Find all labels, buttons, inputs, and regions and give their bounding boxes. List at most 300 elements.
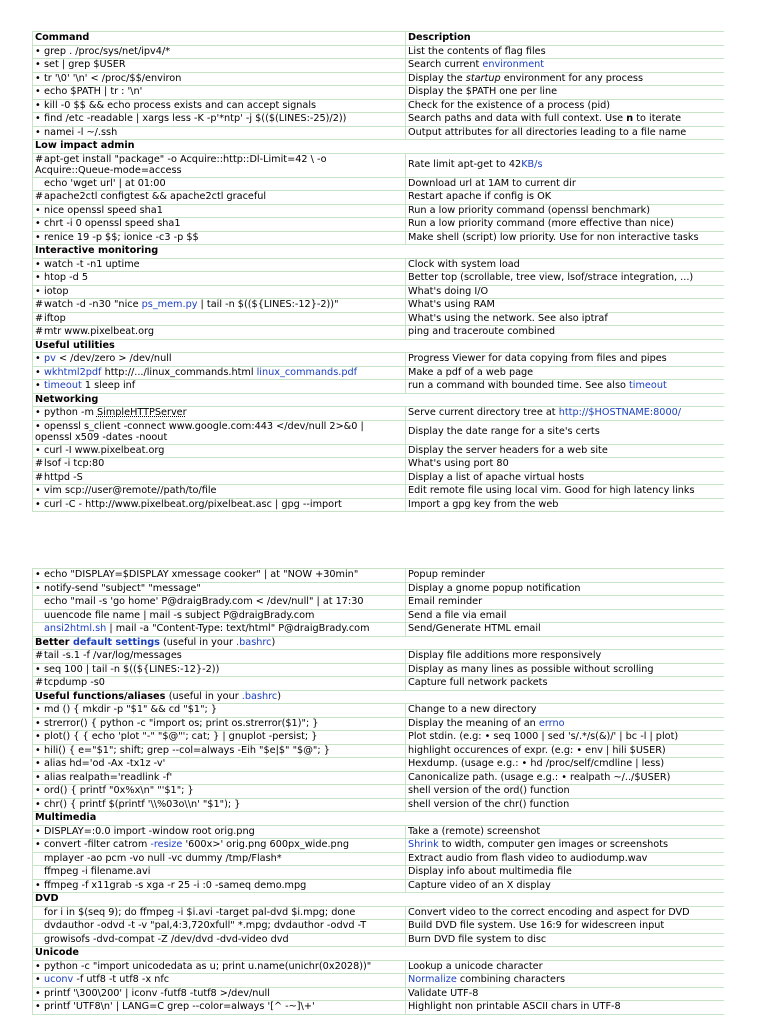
text-segment: Run a low priority command (more effective than nice) xyxy=(408,218,674,229)
text-segment: mtr www.pixelbeat.org xyxy=(44,326,154,337)
text-segment: find /etc -readable | xargs less -K -p'*ntp' -j $(($(LINES:-25)/2)) xyxy=(44,113,347,124)
command-row xyxy=(33,1001,725,1015)
command-cell xyxy=(33,582,406,596)
command-cell xyxy=(33,879,406,893)
text-segment: n xyxy=(626,113,634,124)
command-cell xyxy=(33,126,406,140)
bullet-marker: • xyxy=(35,785,41,796)
text-segment: Make a pdf of a web page xyxy=(408,366,534,378)
section-header-row xyxy=(33,245,725,259)
link-text[interactable]: default settings xyxy=(72,636,160,648)
command-row xyxy=(33,677,725,691)
text-segment: chrt -i 0 openssl speed sha1 xyxy=(44,218,181,229)
command-cell xyxy=(33,920,406,934)
text-segment: plot() { { echo 'plot "-" "$@"'; cat; } | gnuplot -persist; } xyxy=(44,731,318,742)
table-header-row xyxy=(33,32,725,46)
description-cell xyxy=(406,153,725,177)
text-segment: echo 'wget url' | at 01:00 xyxy=(44,177,166,189)
command-cell xyxy=(33,717,406,731)
text-segment: vim scp://user@remote//path/to/file xyxy=(44,485,217,496)
description-cell xyxy=(406,960,725,974)
command-cell xyxy=(33,933,406,947)
bullet-marker: • xyxy=(35,717,41,729)
text-segment: Popup reminder xyxy=(408,569,486,580)
description-cell xyxy=(406,609,725,623)
description-cell xyxy=(406,126,725,140)
text-segment: Build DVD file system. Use 16:9 for widescreen input xyxy=(408,920,665,931)
text-segment: curl -C - http://www.pixelbeat.org/pixelbeat.asc | gpg --import xyxy=(44,498,342,510)
text-segment: Useful utilities xyxy=(35,339,115,351)
command-cell xyxy=(33,72,406,86)
page-1 xyxy=(32,31,724,518)
description-cell xyxy=(406,771,725,785)
command-row xyxy=(33,380,725,394)
command-cell xyxy=(33,59,406,73)
command-row xyxy=(33,471,725,485)
command-row xyxy=(33,569,725,583)
text-segment: Import a gpg key from the web xyxy=(408,498,559,510)
bullet-marker: • xyxy=(35,444,41,456)
text-segment: Email reminder xyxy=(408,596,483,607)
bullet-marker: • xyxy=(35,771,41,783)
link-text[interactable]: Normalize xyxy=(408,974,457,985)
command-cell xyxy=(33,758,406,772)
bullet-marker: • xyxy=(35,380,41,391)
command-row xyxy=(33,113,725,127)
bullet-marker: • xyxy=(35,218,41,229)
command-cell xyxy=(33,366,406,380)
text-segment: mplayer -ao pcm -vo null -vc dummy /tmp/Flash* xyxy=(44,852,282,864)
page-2 xyxy=(32,568,724,1024)
description-cell xyxy=(406,906,725,920)
description-cell xyxy=(406,582,725,596)
text-segment: Search paths and data with full context. Use xyxy=(408,113,627,124)
command-cell xyxy=(33,353,406,367)
text-segment: python -m xyxy=(44,407,97,418)
command-row xyxy=(33,285,725,299)
text-segment: apt-get install "package" -o Acquire::http::Dl-Limit=42 \ -o Acquire::Queue-mode=access xyxy=(35,153,327,176)
command-row xyxy=(33,758,725,772)
command-row xyxy=(33,272,725,286)
description-cell xyxy=(406,920,725,934)
text-segment: < /dev/zero > /dev/null xyxy=(55,353,172,364)
link-text[interactable]: environment xyxy=(482,59,545,70)
section-title xyxy=(33,690,725,704)
command-cell xyxy=(33,569,406,583)
root-marker: # xyxy=(35,677,44,688)
command-row xyxy=(33,852,725,866)
command-row xyxy=(33,960,725,974)
text-segment: to width, computer gen images or screenshots xyxy=(438,839,669,850)
command-row xyxy=(33,866,725,880)
command-cell xyxy=(33,974,406,988)
text-segment: Display info about multimedia file xyxy=(408,866,572,877)
description-cell xyxy=(406,485,725,499)
section-title xyxy=(33,140,725,154)
link-text[interactable]: wkhtml2pdf xyxy=(44,366,102,378)
text-segment: ord() { printf "0x%x\n" "'$1"; } xyxy=(44,785,194,796)
text-segment: iftop xyxy=(44,312,66,324)
text-segment: namei -l ~/.ssh xyxy=(44,126,118,138)
text-segment: Low impact admin xyxy=(35,140,135,151)
command-row xyxy=(33,312,725,326)
text-segment: md () { mkdir -p "$1" && cd "$1"; } xyxy=(44,704,218,715)
description-cell xyxy=(406,353,725,367)
bullet-marker: • xyxy=(35,1001,41,1012)
link-text[interactable]: ansi2html.sh xyxy=(44,623,107,634)
command-row xyxy=(33,407,725,421)
commands-table-page-1 xyxy=(32,31,724,512)
text-segment: Edit remote file using local vim. Good for high latency links xyxy=(408,485,695,496)
text-segment: Display the $PATH one per line xyxy=(408,86,558,97)
text-segment: for i in $(seq 9); do ffmpeg -i $i.avi -target pal-dvd $i.mpg; done xyxy=(44,906,356,918)
description-cell xyxy=(406,99,725,113)
command-cell xyxy=(33,86,406,100)
bullet-marker: • xyxy=(35,704,41,715)
bullet-marker: • xyxy=(35,285,41,297)
text-segment: Rate limit apt-get to 42 xyxy=(408,158,522,170)
text-segment: http://.../linux_commands.html xyxy=(101,366,257,378)
bullet-marker: • xyxy=(35,960,41,972)
bullet-marker: • xyxy=(35,113,41,124)
command-cell xyxy=(33,663,406,677)
description-cell xyxy=(406,258,725,272)
command-row xyxy=(33,623,725,637)
root-marker: # xyxy=(35,458,44,469)
text-segment: Better top (scrollable, tree view, lsof/strace integration, ...) xyxy=(408,272,694,283)
command-row xyxy=(33,650,725,664)
text-segment: Change to a new directory xyxy=(408,704,537,715)
text-segment: ping and traceroute combined xyxy=(408,326,555,337)
bullet-marker: • xyxy=(35,353,41,364)
text-segment: What's using the network. See also iptraf xyxy=(408,312,608,324)
text-segment: Display a gnome popup notification xyxy=(408,582,581,594)
bullet-marker: • xyxy=(35,569,41,580)
text-segment: Multimedia xyxy=(35,812,97,823)
description-cell xyxy=(406,1001,725,1015)
text-segment: Display the meaning of an xyxy=(408,717,539,729)
command-row xyxy=(33,485,725,499)
command-cell xyxy=(33,420,406,444)
text-segment: openssl s_client -connect www.google.com:443 </dev/null 2>&0 | openssl x509 -dates -noout xyxy=(35,420,364,443)
description-cell xyxy=(406,458,725,472)
text-segment: tcpdump -s0 xyxy=(44,677,105,688)
text-segment: Lookup a unicode character xyxy=(408,960,543,972)
text-segment: growisofs -dvd-compat -Z /dev/dvd -dvd-video dvd xyxy=(44,933,289,945)
root-marker: # xyxy=(35,312,44,324)
link-text[interactable]: -resize xyxy=(150,839,183,850)
link-text[interactable]: .bashrc xyxy=(236,636,272,648)
command-row xyxy=(33,444,725,458)
text-segment: '600x>' orig.png 600px_wide.png xyxy=(182,839,349,850)
command-cell xyxy=(33,785,406,799)
text-segment: run a command with bounded time. See also xyxy=(408,380,629,391)
description-cell xyxy=(406,744,725,758)
command-cell xyxy=(33,650,406,664)
description-cell xyxy=(406,113,725,127)
command-row xyxy=(33,258,725,272)
command-row xyxy=(33,204,725,218)
command-row xyxy=(33,299,725,313)
text-segment: Display the date range for a site's certs xyxy=(408,425,600,437)
text-segment: Download url at 1AM to current dir xyxy=(408,177,576,189)
text-segment: Search current xyxy=(408,59,483,70)
text-segment: Burn DVD file system to disc xyxy=(408,933,547,945)
text-segment: seq 100 | tail -n $((${LINES:-12}-2)) xyxy=(44,663,220,675)
description-cell xyxy=(406,933,725,947)
command-cell xyxy=(33,191,406,205)
text-segment: What's using port 80 xyxy=(408,458,509,469)
text-segment: What's doing I/O xyxy=(408,285,489,297)
command-row xyxy=(33,420,725,444)
description-cell xyxy=(406,704,725,718)
command-cell xyxy=(33,771,406,785)
bullet-marker: • xyxy=(35,204,41,216)
description-cell xyxy=(406,86,725,100)
link-text[interactable]: timeout xyxy=(629,380,667,391)
text-segment: Hexdump. (usage e.g.: • hd /proc/self/cmdline | less) xyxy=(408,758,665,769)
section-title xyxy=(33,393,725,407)
command-cell xyxy=(33,312,406,326)
command-row xyxy=(33,933,725,947)
bullet-marker: • xyxy=(35,59,41,70)
text-segment: Capture video of an X display xyxy=(408,879,551,891)
description-cell xyxy=(406,852,725,866)
command-row xyxy=(33,177,725,191)
bullet-marker: • xyxy=(35,258,41,270)
text-segment: tr '\0' '\n' < /proc/$$/environ xyxy=(44,72,182,84)
description-cell xyxy=(406,366,725,380)
description-cell xyxy=(406,177,725,191)
command-row xyxy=(33,498,725,512)
commands-table-page-2 xyxy=(32,568,724,1015)
command-cell xyxy=(33,299,406,313)
command-row xyxy=(33,920,725,934)
text-segment: watch -d -n30 "nice xyxy=(44,299,142,310)
text-segment: set | grep $USER xyxy=(44,59,126,70)
root-marker: # xyxy=(35,153,44,165)
description-cell xyxy=(406,866,725,880)
description-cell xyxy=(406,974,725,988)
command-row xyxy=(33,59,725,73)
text-segment: Send/Generate HTML email xyxy=(408,623,541,634)
text-segment: Plot stdin. (e.g: • seq 1000 | sed 's/.*/s(&)/' | bc -l | plot) xyxy=(408,731,679,742)
section-header-row xyxy=(33,812,725,826)
text-segment: curl -I www.pixelbeat.org xyxy=(44,444,165,456)
command-row xyxy=(33,126,725,140)
section-title xyxy=(33,812,725,826)
link-text[interactable]: http://$HOSTNAME:8000/ xyxy=(558,407,682,418)
command-cell xyxy=(33,596,406,610)
link-text[interactable]: linux_commands.pdf xyxy=(256,366,358,378)
command-cell xyxy=(33,177,406,191)
text-segment: to iterate xyxy=(633,113,682,124)
command-row xyxy=(33,771,725,785)
command-row xyxy=(33,353,725,367)
bullet-marker: • xyxy=(35,663,41,675)
text-segment: ffmpeg -i filename.avi xyxy=(44,866,151,877)
command-row xyxy=(33,153,725,177)
description-cell xyxy=(406,285,725,299)
bullet-marker: • xyxy=(35,744,41,756)
bullet-marker: • xyxy=(35,485,41,496)
section-title xyxy=(33,636,725,650)
description-cell xyxy=(406,204,725,218)
text-segment: python -c "import unicodedata as u; print u.name(unichr(0x2028))" xyxy=(44,960,372,972)
section-title xyxy=(33,339,725,353)
text-segment: alias hd='od -Ax -tx1z -v' xyxy=(44,758,166,769)
command-cell xyxy=(33,218,406,232)
text-segment: List the contents of flag files xyxy=(408,45,546,57)
text-segment: Progress Viewer for data copying from files and pipes xyxy=(408,353,667,364)
command-cell xyxy=(33,839,406,853)
command-cell xyxy=(33,285,406,299)
text-segment: strerror() { python -c "import os; print os.strerror($1)"; } xyxy=(44,717,319,729)
command-cell xyxy=(33,704,406,718)
command-cell xyxy=(33,45,406,59)
description-cell xyxy=(406,785,725,799)
section-header-row xyxy=(33,339,725,353)
command-cell xyxy=(33,866,406,880)
description-cell xyxy=(406,231,725,245)
command-cell xyxy=(33,744,406,758)
text-segment: Better xyxy=(35,636,73,648)
link-text[interactable]: ps_mem.py xyxy=(141,299,198,310)
bullet-marker: • xyxy=(35,798,41,810)
description-cell xyxy=(406,45,725,59)
link-text[interactable]: KB/s xyxy=(521,158,543,170)
text-segment: Extract audio from flash video to audiodump.wav xyxy=(408,852,648,864)
command-row xyxy=(33,704,725,718)
text-segment: Networking xyxy=(35,393,99,405)
bullet-marker: • xyxy=(35,825,41,837)
link-text[interactable]: .bashrc xyxy=(241,690,278,702)
section-title xyxy=(33,245,725,259)
bullet-marker: • xyxy=(35,758,41,769)
text-segment: Make shell (script) low priority. Use for non interactive tasks xyxy=(408,231,699,243)
section-header-row xyxy=(33,893,725,907)
bullet-marker: • xyxy=(35,407,41,418)
command-row xyxy=(33,86,725,100)
root-marker: # xyxy=(35,299,44,310)
command-cell xyxy=(33,798,406,812)
bullet-marker: • xyxy=(35,420,41,432)
command-cell xyxy=(33,458,406,472)
text-segment: Restart apache if config is OK xyxy=(408,191,552,202)
bullet-marker: • xyxy=(35,72,41,84)
text-segment: startup xyxy=(465,72,501,84)
text-segment: SimpleHTTPServer xyxy=(96,407,187,418)
bullet-marker: • xyxy=(35,974,41,985)
command-row xyxy=(33,987,725,1001)
command-row xyxy=(33,191,725,205)
command-row xyxy=(33,785,725,799)
description-cell xyxy=(406,623,725,637)
command-column-header: Command xyxy=(33,32,406,46)
description-cell xyxy=(406,498,725,512)
command-cell xyxy=(33,677,406,691)
section-header-row xyxy=(33,140,725,154)
text-segment: kill -0 $$ && echo process exists and can accept signals xyxy=(44,99,317,111)
description-cell xyxy=(406,596,725,610)
command-row xyxy=(33,582,725,596)
text-segment: echo "DISPLAY=$DISPLAY xmessage cooker" | at "NOW +30min" xyxy=(44,569,359,580)
text-segment: echo "mail -s 'go home' P@draigBrady.com < /dev/null" | at 17:30 xyxy=(44,596,364,607)
text-segment: printf '\300\200' | iconv -futf8 -tutf8 >/dev/null xyxy=(44,987,270,999)
text-segment: echo $PATH | tr : '\n' xyxy=(44,86,143,97)
link-text[interactable]: uconv xyxy=(44,974,74,985)
command-row xyxy=(33,906,725,920)
text-segment: Validate UTF-8 xyxy=(408,987,479,999)
section-header-row xyxy=(33,636,725,650)
text-segment: renice 19 -p $$; ionice -c3 -p $$ xyxy=(44,231,199,243)
section-title xyxy=(33,893,725,907)
text-segment: highlight occurences of expr. (e.g: • env | hili $USER) xyxy=(408,744,666,756)
text-segment: Display the server headers for a web site xyxy=(408,444,608,456)
section-header-row xyxy=(33,393,725,407)
text-segment: | mail -a "Content-Type: text/html" P@draigBrady.com xyxy=(106,623,370,634)
command-cell xyxy=(33,153,406,177)
command-cell xyxy=(33,258,406,272)
description-cell xyxy=(406,407,725,421)
description-cell xyxy=(406,420,725,444)
bullet-marker: • xyxy=(35,731,41,742)
bullet-marker: • xyxy=(35,839,41,850)
text-segment: environment for any process xyxy=(500,72,643,84)
text-segment: What's using RAM xyxy=(408,299,495,310)
root-marker: # xyxy=(35,326,44,337)
text-segment: (useful in your xyxy=(159,636,237,648)
command-cell xyxy=(33,444,406,458)
root-marker: # xyxy=(35,650,44,661)
root-marker: # xyxy=(35,191,44,202)
text-segment: Convert video to the correct encoding and aspect for DVD xyxy=(408,906,690,918)
text-segment: hili() { e="$1"; shift; grep --col=always -Eih "$e|$" "$@"; } xyxy=(44,744,330,756)
text-segment: grep . /proc/sys/net/ipv4/* xyxy=(44,45,171,57)
bullet-marker: • xyxy=(35,272,41,283)
command-row xyxy=(33,231,725,245)
text-segment: lsof -i tcp:80 xyxy=(44,458,105,469)
link-text[interactable]: errno xyxy=(538,717,565,729)
link-text[interactable]: timeout xyxy=(44,380,82,391)
description-cell xyxy=(406,72,725,86)
command-row xyxy=(33,839,725,853)
description-cell xyxy=(406,569,725,583)
text-segment: 1 sleep inf xyxy=(81,380,136,391)
text-segment: DVD xyxy=(35,893,59,904)
text-segment: htop -d 5 xyxy=(44,272,88,283)
bullet-marker: • xyxy=(35,126,41,138)
bullet-marker: • xyxy=(35,45,41,57)
command-row xyxy=(33,609,725,623)
command-cell xyxy=(33,407,406,421)
description-cell xyxy=(406,987,725,1001)
text-segment: Serve current directory tree at xyxy=(408,407,559,418)
description-cell xyxy=(406,272,725,286)
text-segment: Send a file via email xyxy=(408,609,507,621)
command-row xyxy=(33,45,725,59)
description-cell xyxy=(406,444,725,458)
text-segment: Display file additions more responsively xyxy=(408,650,602,661)
description-cell xyxy=(406,59,725,73)
command-row xyxy=(33,458,725,472)
description-cell xyxy=(406,798,725,812)
command-cell xyxy=(33,99,406,113)
link-text[interactable]: Shrink xyxy=(408,839,439,850)
text-segment: Capture full network packets xyxy=(408,677,548,688)
command-cell xyxy=(33,906,406,920)
link-text[interactable]: pv xyxy=(44,353,56,364)
